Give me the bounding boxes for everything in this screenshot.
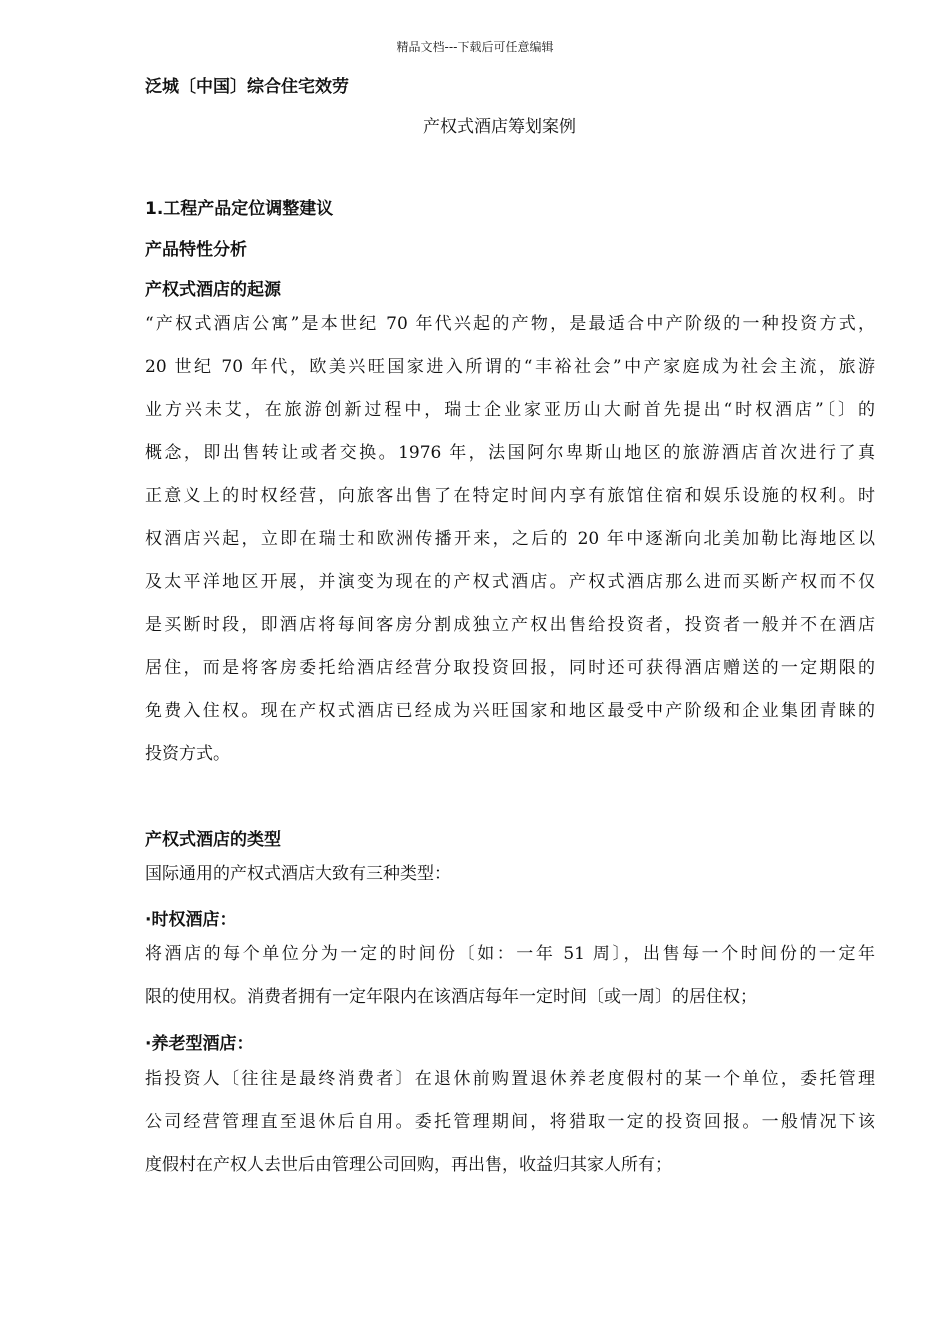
document-title: 产权式酒店筹划案例 [423,117,576,137]
header-note: 精品文档---下载后可任意编辑 [396,40,554,54]
type1-heading: ·时权酒店： [145,910,237,930]
paragraph-line: 正意义上的时权经营，向旅客出售了在特定时间内享有旅馆住宿和娱乐设施的权利。时 [145,486,875,506]
section-heading-types: 产权式酒店的类型 [145,830,281,850]
paragraph-line: 20 世纪 70 年代，欧美兴旺国家进入所谓的“丰裕社会”中产家庭成为社会主流，旅游 [145,357,875,377]
paragraph-line: 度假村在产权人去世后由管理公司回购，再出售，收益归其家人所有； [145,1155,672,1175]
company-name: 泛城〔中国〕综合住宅效劳 [145,77,349,97]
paragraph-line: 是买断时段，即酒店将每间客房分割成独立产权出售给投资者，投资者一般并不在酒店 [145,615,875,635]
paragraph-line: 居住，而是将客房委托给酒店经营分取投资回报，同时还可获得酒店赠送的一定期限的 [145,658,875,678]
type1-paragraph [145,933,875,1019]
section-heading-positioning: 1.工程产品定位调整建议 [145,199,334,219]
origin-paragraph [145,303,875,776]
paragraph-line: 权酒店兴起，立即在瑞士和欧洲传播开来，之后的 20 年中逐渐向北美加勒比海地区以 [145,529,875,549]
paragraph-line: 免费入住权。现在产权式酒店已经成为兴旺国家和地区最受中产阶级和企业集团青睐的 [145,701,875,721]
paragraph-line: 投资方式。 [145,744,230,764]
paragraph-line: 指投资人〔往往是最终消费者〕在退休前购置退休养老度假村的某一个单位，委托管理 [145,1069,875,1089]
types-intro [145,853,875,896]
subheading-product-analysis: 产品特性分析 [145,240,247,260]
subheading-origin: 产权式酒店的起源 [145,280,281,300]
paragraph-line: 限的使用权。消费者拥有一定年限内在该酒店每年一定时间〔或一周〕的居住权； [145,987,757,1007]
paragraph-line: 国际通用的产权式酒店大致有三种类型： [145,864,451,884]
paragraph-line: 公司经营管理直至退休后自用。委托管理期间，将猎取一定的投资回报。一般情况下该 [145,1112,875,1132]
paragraph-line: 将酒店的每个单位分为一定的时间份〔如：一年 51 周〕，出售每一个时间份的一定年 [145,944,875,964]
paragraph-line: “产权式酒店公寓”是本世纪 70 年代兴起的产物，是最适合中产阶级的一种投资方式， [145,314,875,334]
paragraph-line: 概念，即出售转让或者交换。1976 年，法国阿尔卑斯山地区的旅游酒店首次进行了真 [145,443,875,463]
paragraph-line: 业方兴未艾，在旅游创新过程中，瑞士企业家亚历山大耐首先提出“时权酒店”〔〕的 [145,400,875,420]
type2-heading: ·养老型酒店： [145,1034,254,1054]
type2-paragraph [145,1058,875,1187]
paragraph-line: 及太平洋地区开展，并演变为现在的产权式酒店。产权式酒店那么进而买断产权而不仅 [145,572,875,592]
